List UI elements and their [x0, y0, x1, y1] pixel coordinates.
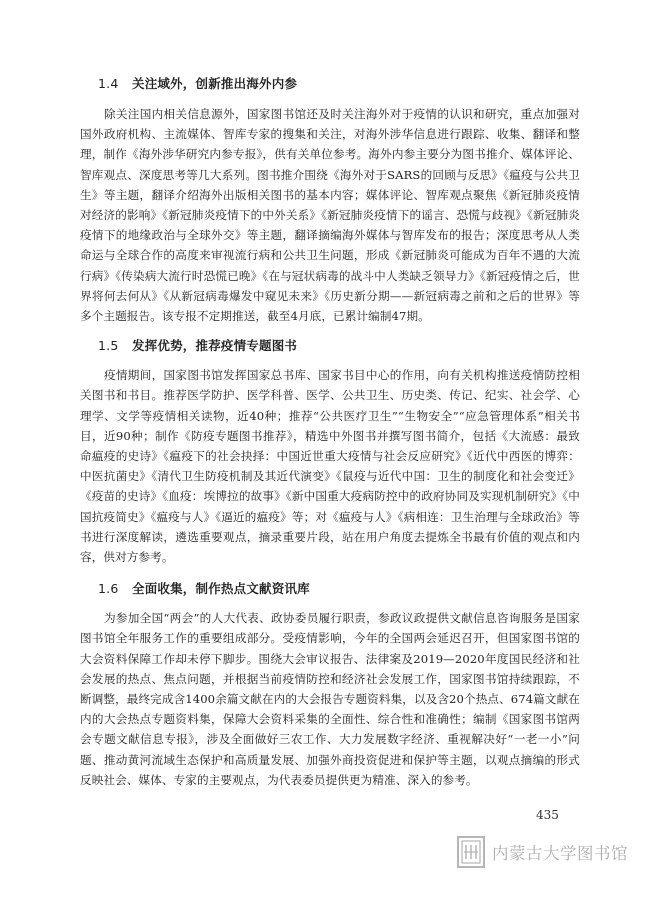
section-title: 全面收集，制作热点文献资讯库 — [132, 581, 310, 597]
section-number: 1.4 — [98, 76, 119, 91]
document-page — [80, 74, 580, 790]
section-paragraph-1-6: 为参加全国“两会”的人大代表、政协委员履行职责，参政议政提供文献信息咨询服务是国家图书馆全年服务工作的重要组成部分。受疫情影响，今年的全国两会延迟召开，但国家图书馆的大会资料保障工作却未停下脚步。围绕大会审议报告、法律案及2019—2020年度国民经济和社会发展的热点、焦点问题，并根据当前疫情防控和经济社会发展工作，国家图书馆持续跟踪，不断调整，最终完成含1400余篇文献在内的大会报告专题资料集，以及含20个热点、674篇文献在内的大会热点专题资料集，保障大会资料采集的全面性、综合性和准确性；编制《国家图书馆两会专题文献信息专报》，涉及全面做好三农工作、大力发展数字经济、重视解决好“一老一小”问题、推动黄河流域生态保护和高质量发展、加强外商投资促进和保护等主题，以观点摘编的形式反映社会、媒体、专家的主要观点，为代表委员提供更为精准、深入的参考。 — [80, 611, 580, 787]
watermark-text: 内蒙古大学图书馆 — [492, 844, 628, 863]
section-paragraph-1-4: 除关注国内相关信息源外，国家图书馆还及时关注海外对于疫情的认识和研究，重点加强对国外政府机构、主流媒体、智库专家的搜集和关注，对海外涉华信息进行跟踪、收集、翻译和整理，制作《海外涉华研究内参专报》，供有关单位参考。海外内参主要分为图书推介、媒体评论、智库观点、深度思考等几大系列。图书推介围绕《海外对于SARS的回顾与反思》《瘟疫与公共卫生》等主题，翻译介绍海外出版相关图书的基本内容；媒体评论、智库观点聚焦《新冠肺炎疫情对经济的影响》《新冠肺炎疫情下的中外关系》《新冠肺炎疫情下的谣言、恐慌与歧视》《新冠肺炎疫情下的地缘政治与全球外交》等主题，翻译摘编海外媒体与智库发布的报告；深度思考从人类命运与全球合作的高度来审视流行病和公共卫生问题，形成《新冠肺炎可能成为百年不遇的大流行病》《传染病大流行时恐慌已晚》《在与冠状病毒的战斗中人类缺乏领导力》《新冠疫情之后，世界将何去何从》《从新冠病毒爆发中窥见未来》《历史新分期——新冠病毒之前和之后的世界》等多个主题报告。该专报不定期推送，截至4月底，已累计编制47期。 — [80, 107, 580, 324]
section-title: 发挥优势，推荐疫情专题图书 — [132, 338, 298, 354]
section-heading-1-6 — [80, 579, 580, 597]
library-seal-icon — [456, 835, 486, 869]
section-title: 关注域外，创新推出海外内参 — [132, 76, 298, 91]
section-paragraph-1-5: 疫情期间，国家图书馆发挥国家总书库、国家书目中心的作用，向有关机构推送疫情防控相关图书和书目。推荐医学防护、医学科普、医学、公共卫生、历史类、传记、纪实、社会学、心理学、文学等疫情相关读物，近40种；推荐“公共医疗卫生”“生物安全”“应急管理体系”相关书目，近90种；制作《防疫专题图书推荐》，精选中外图书并撰写图书简介，包括《大流感：最致命瘟疫的史诗》《瘟疫下的社会抉择：中国近世重大疫情与社会反应研究》《近代中西医的博弈：中医抗菌史》《清代卫生防疫机制及其近代演变》《鼠疫与近代中国：卫生的制度化和社会变迁》《疫苗的史诗》《血疫：埃博拉的故事》《新中国重大疫病防控中的政府协同及实现机制研究》《中国抗疫简史》《瘟疫与人》《逼近的瘟疫》等；对《瘟疫与人》《病相连：卫生治理与全球政治》等书进行深度解读，遴选重要观点，摘录重要片段，站在用户角度去提炼全书最有价值的观点和内容，供对方参考。 — [80, 368, 580, 565]
library-watermark — [456, 830, 632, 874]
section-number: 1.6 — [98, 581, 119, 597]
page-number: 435 — [536, 808, 559, 822]
section-number: 1.5 — [98, 338, 119, 354]
section-heading-1-4 — [80, 74, 580, 92]
section-heading-1-5 — [80, 336, 580, 354]
